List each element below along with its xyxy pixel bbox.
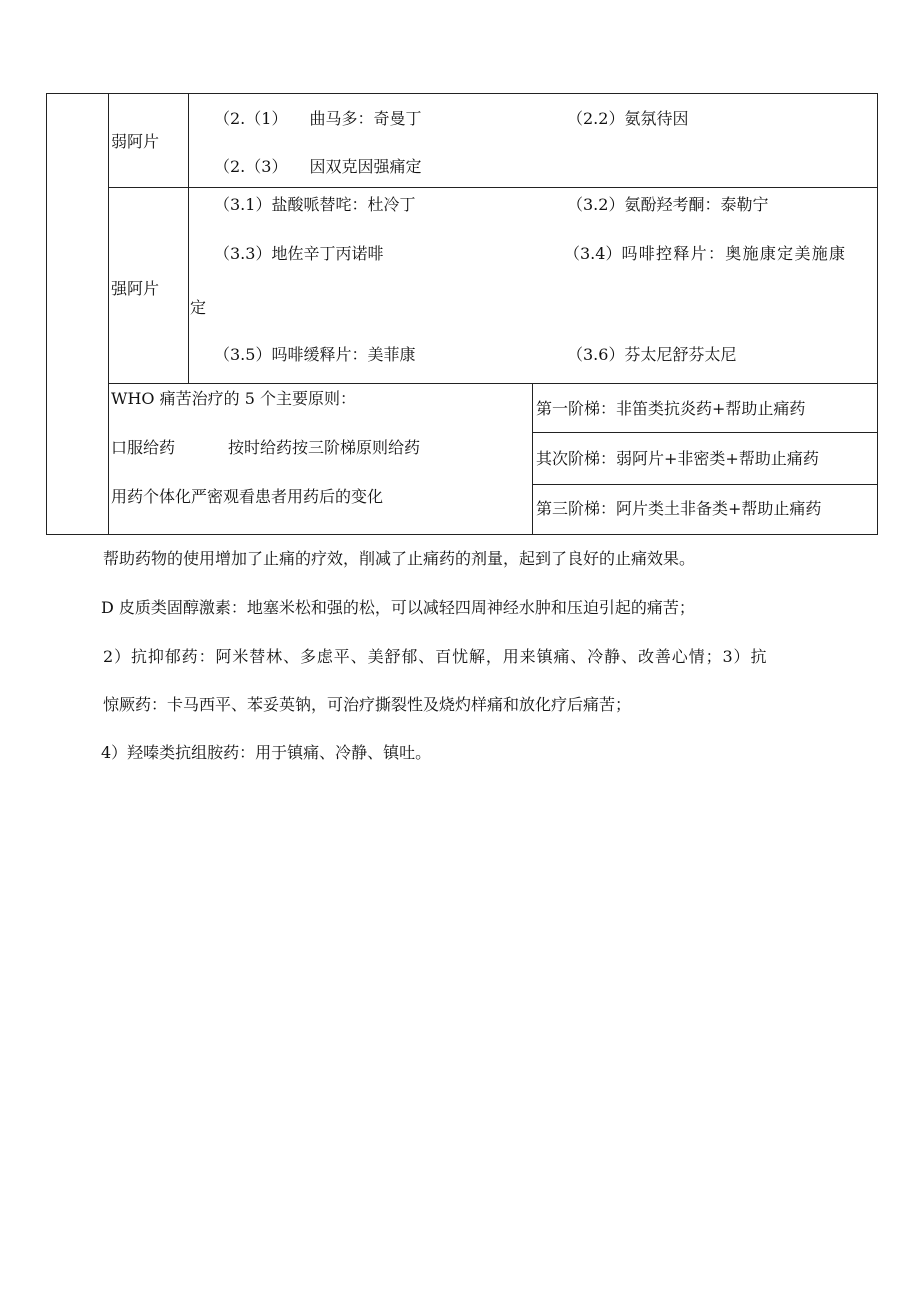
item-name: 因双克因强痛定 [309,157,422,176]
weak-opioid-item [567,111,688,127]
table-column-divider-1 [108,93,109,535]
table-border-top [46,93,878,94]
item-prefix: （3.1） [214,195,272,214]
table-border-bottom [46,534,878,535]
item-prefix: （3.3） [214,244,272,263]
item-prefix: （2.（1） [214,109,288,128]
body-paragraph: 帮助药物的使用增加了止痛的疗效，削减了止痛药的剂量，起到了良好的止痛效果。 [103,549,696,568]
strong-opioid-item-continuation: 定 [190,298,207,317]
item-name: 地佐辛丁丙诺啡 [271,244,384,263]
item-name: 吗啡缓释片：美菲康 [271,345,416,364]
table-column-divider-2 [188,93,189,384]
who-principle: 按时给药按三阶梯原则给药 [228,438,421,457]
table-divider-ladder-2 [532,484,878,485]
who-principle: 口服给药 [111,438,176,457]
item-prefix: （2.（3） [214,157,288,176]
strong-opioid-item [214,197,415,213]
strong-opioid-item [214,347,415,363]
table-column-divider-3 [532,383,533,535]
table-border-left [46,93,47,535]
item-name: 曲马多：奇曼丁 [309,109,422,128]
body-paragraph: 惊厥药：卡马西平、苯妥英钠，可治疗撕裂性及烧灼样痛和放化疗后痛苦； [103,695,632,714]
ladder-step: 其次阶梯：弱阿片+非密类+帮助止痛药 [536,449,819,468]
item-prefix: （3.2） [567,195,625,214]
item-name: 吗啡控释片：奥施康定美施康 [621,244,847,263]
table-divider-ladder-1 [532,432,878,433]
strong-opioid-item [564,246,846,262]
strong-opioid-item [567,197,768,213]
item-name: 氨酚羟考酮：泰勒宁 [624,195,769,214]
weak-opioid-item [214,111,421,127]
table-divider-weak-strong [108,187,878,188]
item-prefix: （3.5） [214,345,272,364]
strong-opioid-label: 强阿片 [111,279,160,298]
body-paragraph: 2）抗抑郁药：阿米替林、多虑平、美舒郁、百忧解，用来镇痛、冷静、改善心情；3）抗 [103,647,768,666]
ladder-step: 第三阶梯：阿片类土非备类+帮助止痛药 [536,499,822,518]
strong-opioid-item [214,246,383,262]
item-prefix: （3.6） [567,345,625,364]
who-principle: 用药个体化严密观看患者用药后的变化 [111,487,384,506]
item-prefix: （3.4） [564,244,622,263]
item-name: 氨氛待因 [624,109,689,128]
item-name: 盐酸哌替咤：杜冷丁 [271,195,416,214]
ladder-step: 第一阶梯：非笛类抗炎药+帮助止痛药 [536,399,806,418]
weak-opioid-item [214,159,421,175]
strong-opioid-item [567,347,736,363]
body-paragraph: 4）羟嗪类抗组胺药：用于镇痛、冷静、镇吐。 [101,743,432,762]
weak-opioid-label: 弱阿片 [111,132,160,151]
who-principles-title: WHO 痛苦治疗的 5 个主要原则： [111,389,356,408]
item-prefix: （2.2） [567,109,625,128]
table-divider-strong-who [108,383,878,384]
table-border-right [877,93,878,535]
body-paragraph: D 皮质类固醇激素：地塞米松和强的松，可以减轻四周神经水肿和压迫引起的痛苦； [101,598,695,617]
item-name: 芬太尼舒芬太尼 [624,345,737,364]
